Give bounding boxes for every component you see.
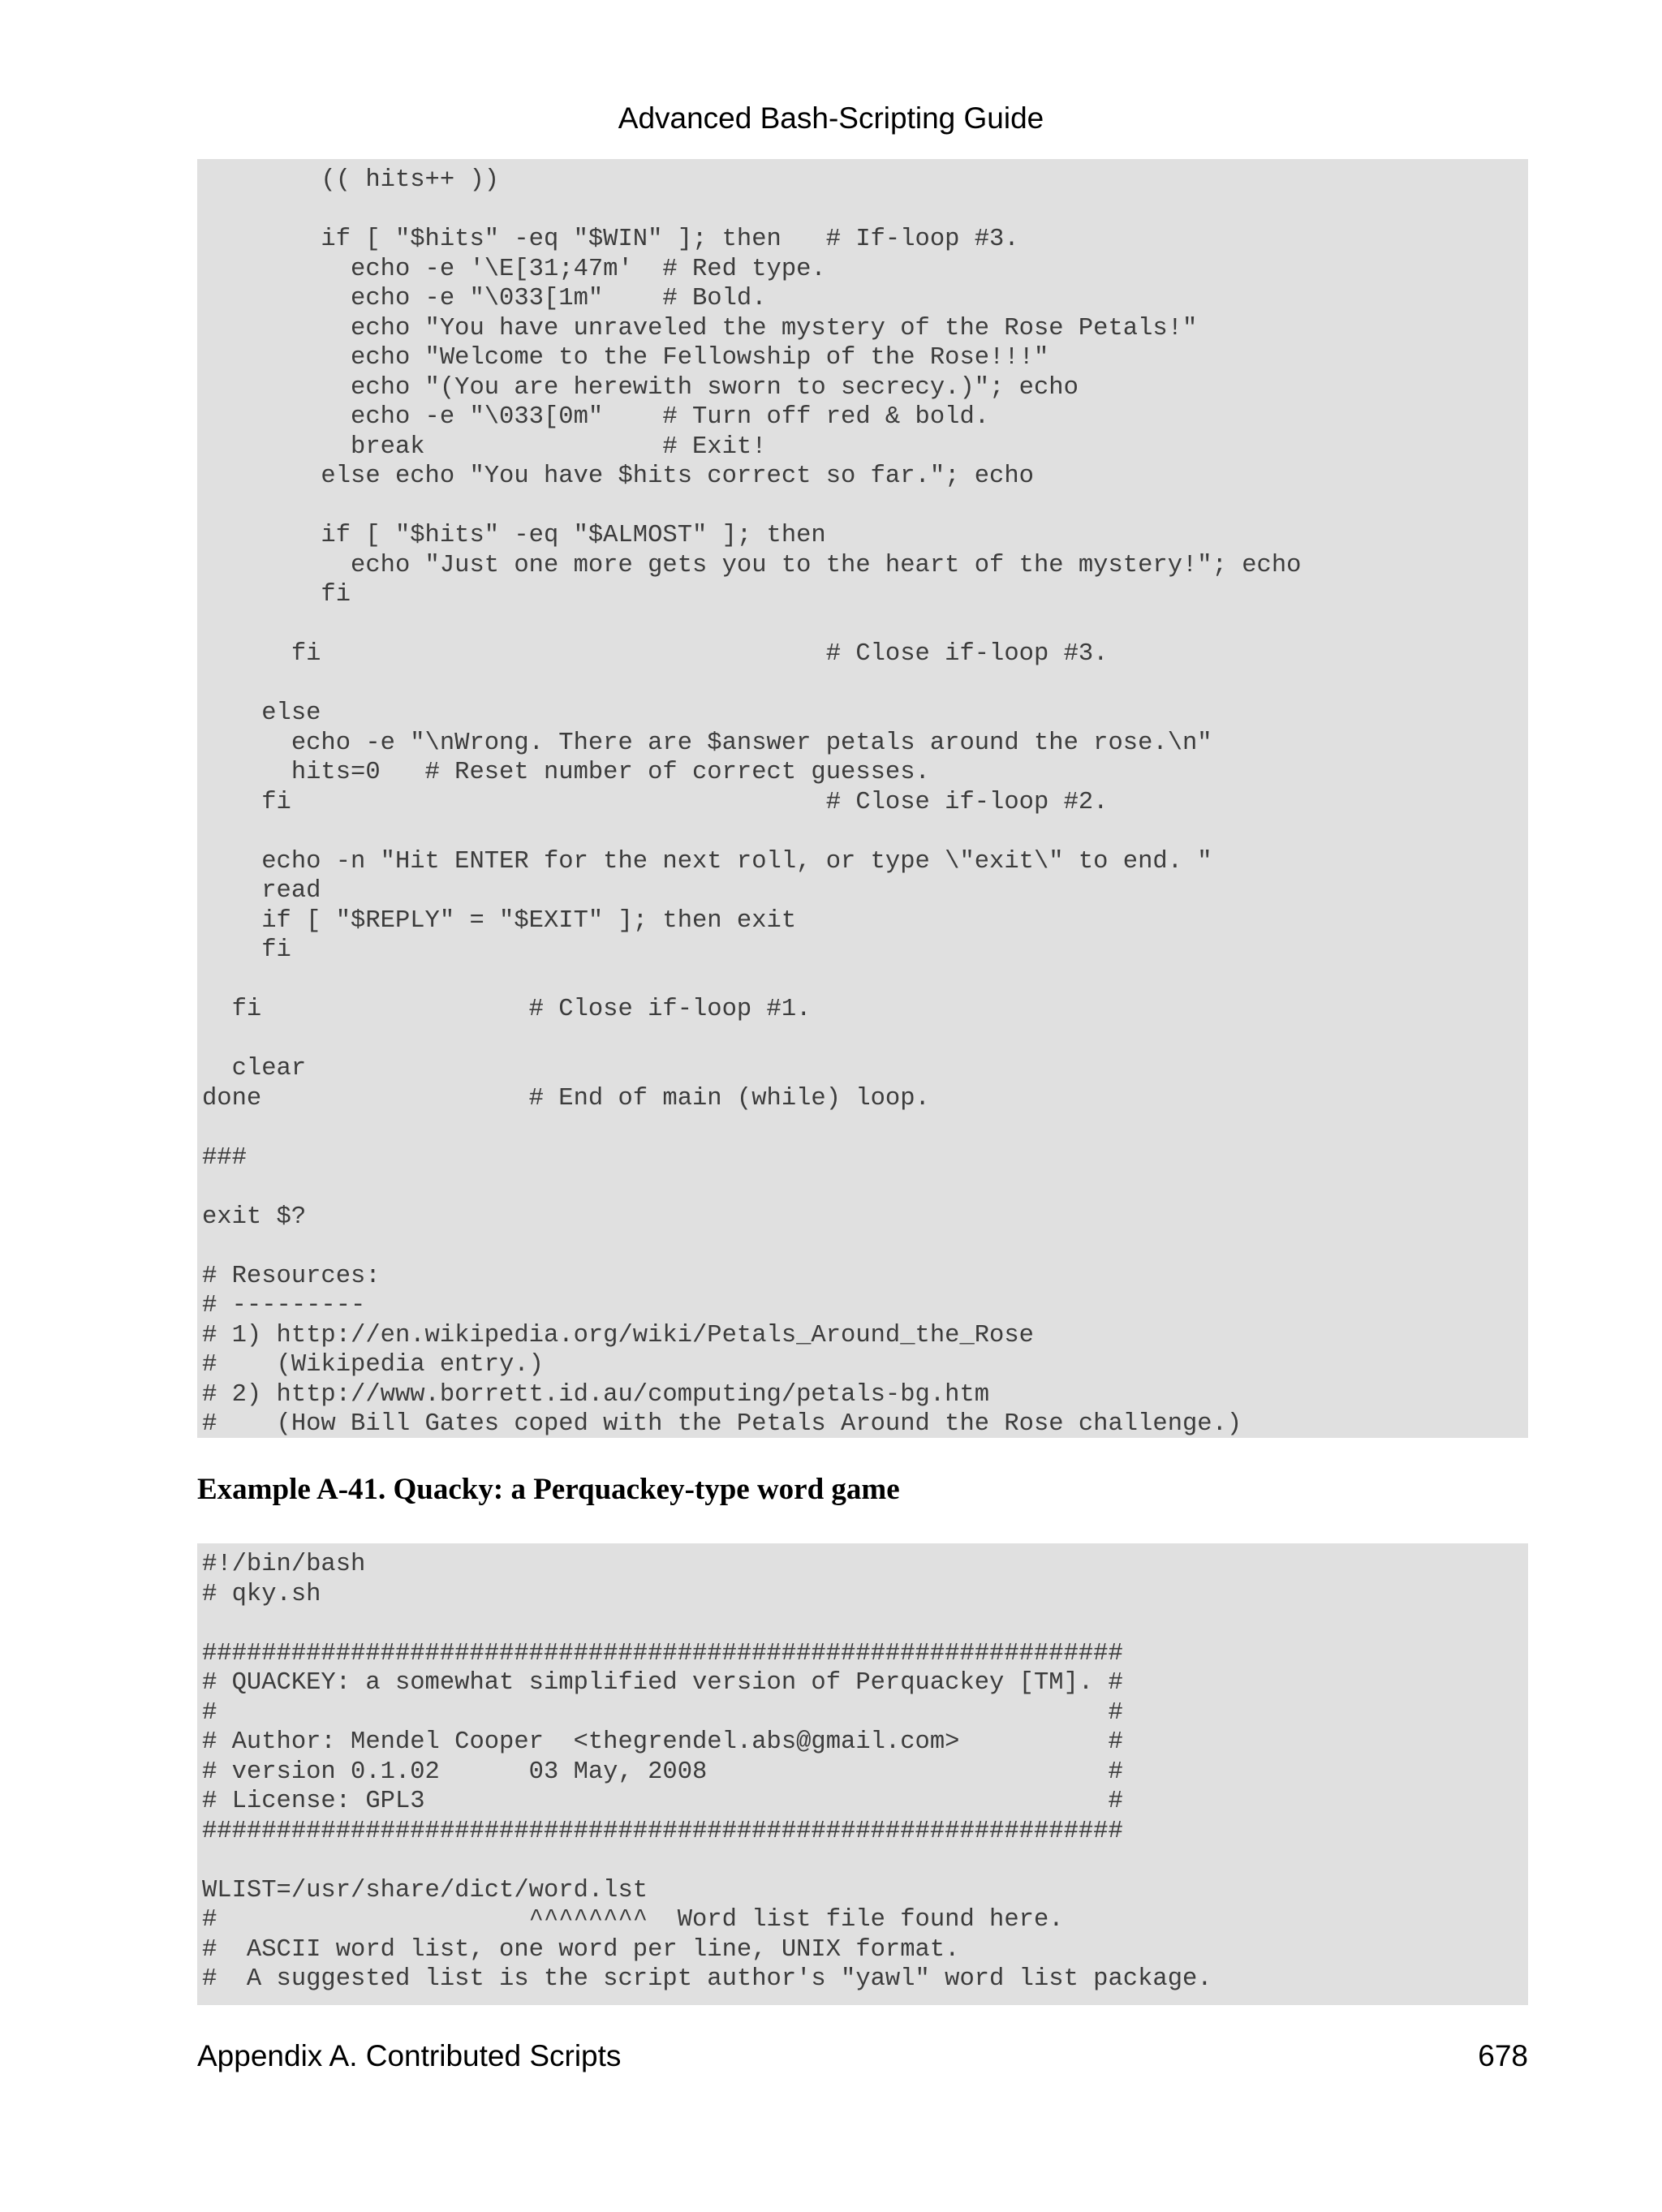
- code-line: # 2) http://www.borrett.id.au/computing/petals-bg.htm: [202, 1380, 990, 1409]
- code-line: if [ "$hits" -eq "$ALMOST" ]; then: [321, 522, 826, 549]
- code-line: # License: GPL3 #: [202, 1788, 1123, 1815]
- code-line: fi # Close if-loop #3.: [291, 640, 1109, 668]
- code-line: WLIST=/usr/share/dict/word.lst: [202, 1876, 648, 1904]
- code-line: echo "You have unraveled the mystery of the Rose Petals!": [351, 314, 1198, 342]
- code-listing: [202, 1550, 1528, 1995]
- code-line: echo -e "\nWrong. There are $answer petals around the rose.\n": [291, 729, 1212, 757]
- code-line: read: [261, 877, 321, 905]
- code-line: #!/bin/bash: [202, 1551, 366, 1578]
- code-block: [197, 1543, 1528, 2005]
- code-line: else: [261, 699, 321, 727]
- code-line: # Author: Mendel Cooper <thegrendel.abs@gmail.com> #: [202, 1728, 1123, 1756]
- code-line: # QUACKEY: a somewhat simplified version of Perquackey [TM]. #: [202, 1669, 1123, 1697]
- footer-section-title: Appendix A. Contributed Scripts: [197, 2039, 622, 2072]
- code-line: else echo "You have $hits correct so far."; echo: [321, 463, 1034, 490]
- code-line: # A suggested list is the script author's "yawl" word list package.: [202, 1965, 1212, 1993]
- code-line: (( hits++ )): [321, 166, 500, 194]
- example-title: Example A-41. Quacky: a Perquackey-type word game: [197, 1473, 900, 1506]
- code-line: fi: [261, 936, 291, 964]
- code-line: hits=0 # Reset number of correct guesses.: [291, 759, 930, 786]
- code-line: # ASCII word list, one word per line, UNIX format.: [202, 1935, 960, 1964]
- code-line: clear: [231, 1055, 307, 1082]
- code-line: if [ "$hits" -eq "$WIN" ]; then # If-loop #3.: [321, 226, 1019, 253]
- code-line: # ---------: [202, 1292, 366, 1319]
- code-listing: [202, 166, 1528, 1438]
- code-line: echo -e "\033[0m" # Turn off red & bold.: [351, 403, 990, 431]
- page-number: 678: [1478, 2039, 1528, 2072]
- code-line: # ^^^^^^^^ Word list file found here.: [202, 1906, 1064, 1934]
- page-header: Advanced Bash-Scripting Guide: [618, 101, 1044, 135]
- code-line: echo "Just one more gets you to the heart of the mystery!"; echo: [351, 551, 1302, 579]
- code-line: # (How Bill Gates coped with the Petals Around the Rose challenge.): [202, 1410, 1242, 1438]
- code-line: echo "Welcome to the Fellowship of the Rose!!!": [351, 344, 1049, 372]
- code-line: ###: [202, 1143, 247, 1172]
- code-line: echo -e '\E[31;47m' # Red type.: [351, 255, 826, 283]
- code-line: ##############################################################: [202, 1817, 1123, 1845]
- code-line: echo "(You are herewith sworn to secrecy.)"; echo: [351, 373, 1079, 402]
- code-block: [197, 159, 1528, 1438]
- code-line: fi # Close if-loop #1.: [231, 996, 812, 1023]
- code-line: ##############################################################: [202, 1639, 1123, 1668]
- code-line: # (Wikipedia entry.): [202, 1351, 544, 1379]
- code-line: fi # Close if-loop #2.: [261, 788, 1109, 816]
- code-line: echo -n "Hit ENTER for the next roll, or type \"exit\" to end. ": [261, 847, 1212, 876]
- code-line: if [ "$REPLY" = "$EXIT" ]; then exit: [261, 906, 797, 935]
- code-line: # 1) http://en.wikipedia.org/wiki/Petals_Around_the_Rose: [202, 1321, 1034, 1349]
- code-line: fi: [321, 581, 351, 609]
- code-line: # #: [202, 1698, 1123, 1727]
- code-line: exit $?: [202, 1203, 307, 1231]
- code-line: # Resources:: [202, 1262, 381, 1290]
- code-line: # version 0.1.02 03 May, 2008 #: [202, 1758, 1123, 1786]
- code-line: # qky.sh: [202, 1580, 321, 1608]
- code-line: echo -e "\033[1m" # Bold.: [351, 285, 767, 312]
- code-line: break # Exit!: [351, 433, 767, 461]
- code-line: done # End of main (while) loop.: [202, 1084, 930, 1112]
